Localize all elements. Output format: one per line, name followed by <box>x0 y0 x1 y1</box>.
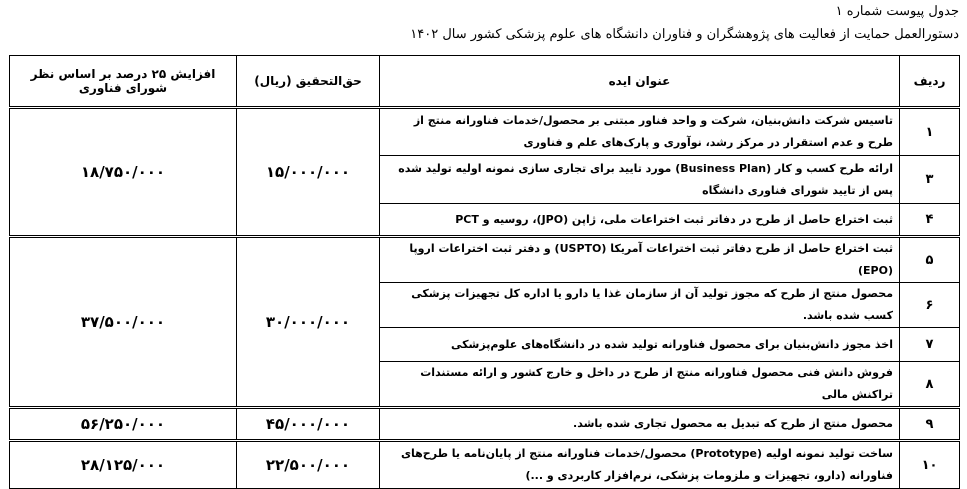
idea-title: محصول منتج از طرح که تبدیل به محصول تجاری شده باشد. <box>380 408 900 441</box>
row-number: ۵ <box>900 237 960 283</box>
fee-amount: ۳۰/۰۰۰/۰۰۰ <box>237 237 380 408</box>
idea-title: ثبت اختراع حاصل از طرح دفاتر ثبت اختراعات آمریکا (USPTO) و دفتر ثبت اختراعات اروپا (EPO) <box>380 237 900 283</box>
row-number: ۶ <box>900 283 960 328</box>
idea-title: تاسیس شرکت دانش‌بنیان، شرکت و واحد فناور مبتنی بر محصول/خدمات فناورانه منتج از طرح و عدم استقرار در مرکز رشد، نوآوری و پارک‌های علم و فناوری <box>380 108 900 156</box>
table-row <box>10 408 960 441</box>
idea-title: اخذ مجوز دانش‌بنیان برای محصول فناورانه تولید شده در دانشگاه‌های علوم‌پزشکی <box>380 328 900 362</box>
row-number: ۱۰ <box>900 441 960 489</box>
fee-amount: ۴۵/۰۰۰/۰۰۰ <box>237 408 380 441</box>
idea-title: ثبت اختراع حاصل از طرح در دفاتر ثبت اختراعات ملی، ژاپن (JPO)، روسیه و PCT <box>380 204 900 237</box>
table-row <box>10 441 960 489</box>
row-number: ۷ <box>900 328 960 362</box>
table-header-row <box>10 56 960 108</box>
document-subtitle: دستورالعمل حمایت از فعالیت های پژوهشگران و فناوران دانشگاه های علوم پزشکی کشور سال ۱۴۰۲ <box>410 27 959 42</box>
row-number: ۱ <box>900 108 960 156</box>
row-number: ۸ <box>900 362 960 408</box>
increase-amount: ۲۸/۱۲۵/۰۰۰ <box>10 441 237 489</box>
column-header-increase: افزایش ۲۵ درصد بر اساس نظر شورای فناوری <box>10 56 237 108</box>
increase-amount: ۳۷/۵۰۰/۰۰۰ <box>10 237 237 408</box>
increase-amount: ۵۶/۲۵۰/۰۰۰ <box>10 408 237 441</box>
increase-amount: ۱۸/۷۵۰/۰۰۰ <box>10 108 237 237</box>
idea-title: ساخت تولید نمونه اولیه (Prototype) محصول/خدمات فناورانه منتج از پایان‌نامه یا طرح‌های فناورانه (دارو، تجهیزات و ملزومات پزشکی، نرم‌افزار کاربردی و ...) <box>380 441 900 489</box>
appendix-title: جدول پیوست شماره ۱ <box>835 4 959 19</box>
row-number: ۴ <box>900 204 960 237</box>
idea-title: فروش دانش فنی محصول فناورانه منتج از طرح در داخل و خارج کشور و ارائه مستندات تراکنش مالی <box>380 362 900 408</box>
support-table <box>9 55 960 489</box>
column-header-idea: عنوان ایده <box>380 56 900 108</box>
row-number: ۳ <box>900 156 960 204</box>
fee-amount: ۲۲/۵۰۰/۰۰۰ <box>237 441 380 489</box>
table-row <box>10 237 960 283</box>
fee-amount: ۱۵/۰۰۰/۰۰۰ <box>237 108 380 237</box>
idea-title: محصول منتج از طرح که مجوز تولید آن از سازمان غذا یا دارو یا اداره کل تجهیزات پزشکی کسب شده باشد. <box>380 283 900 328</box>
column-header-row-number: ردیف <box>900 56 960 108</box>
idea-title: ارائه طرح کسب و کار (Business Plan) مورد تایید برای تجاری سازی نمونه اولیه تولید شده پس از تایید شورای فناوری دانشگاه <box>380 156 900 204</box>
table-row <box>10 108 960 156</box>
row-number: ۹ <box>900 408 960 441</box>
column-header-fee: حق‌التحقیق (ریال) <box>237 56 380 108</box>
